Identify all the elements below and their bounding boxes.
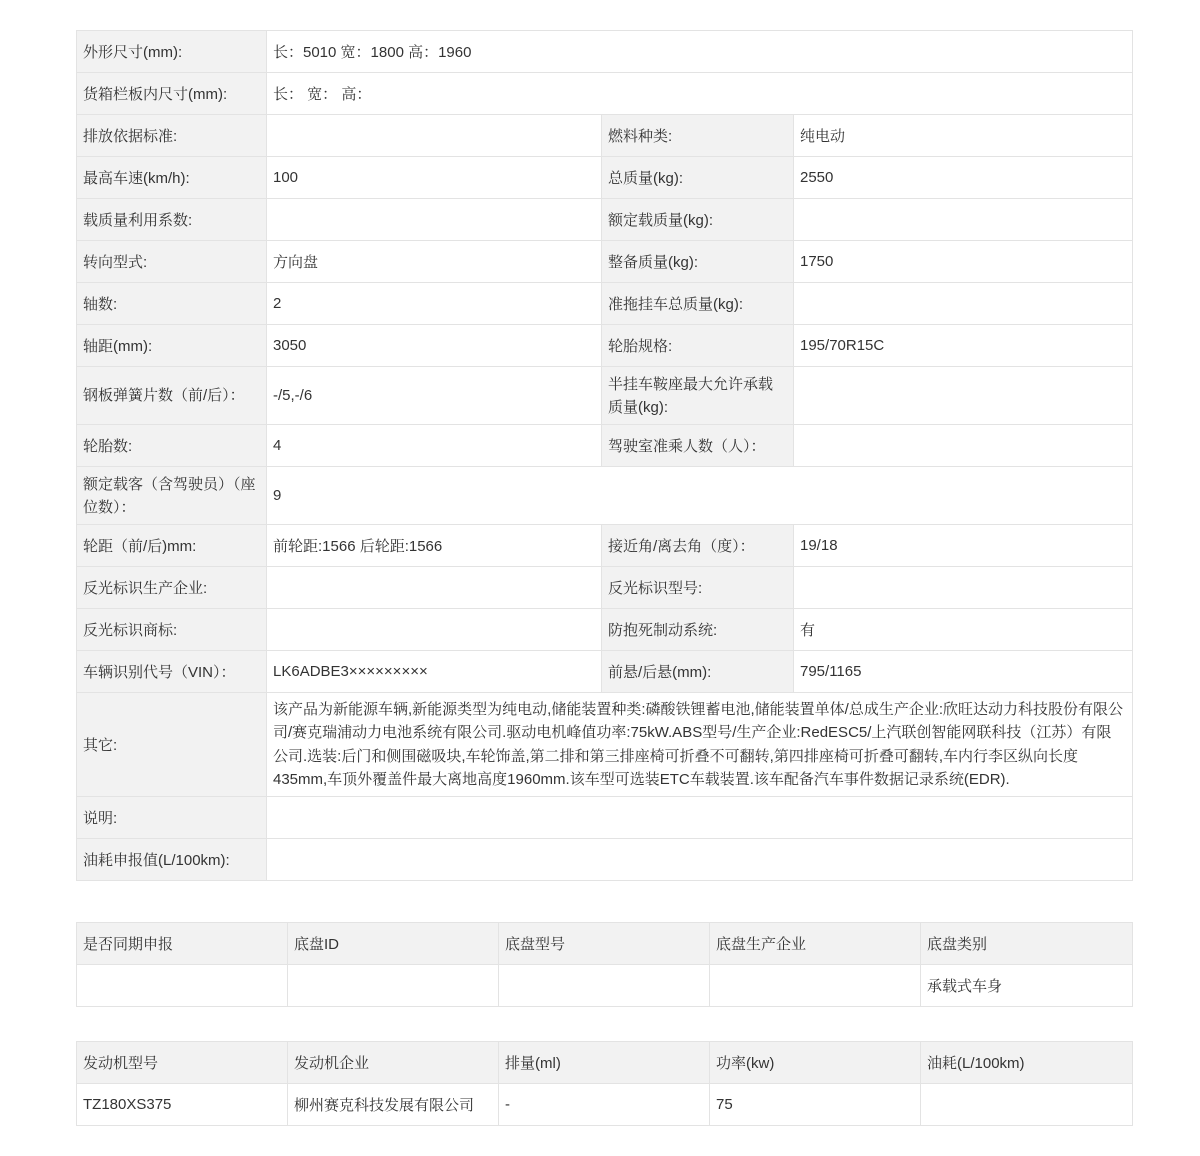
table-cell: [710, 965, 921, 1007]
spec-value: LK6ADBE3×××××××××: [267, 651, 602, 693]
spec-value: -/5,-/6: [267, 367, 602, 425]
table-cell: [77, 965, 288, 1007]
spec-value: [267, 839, 1133, 881]
table-row: [77, 1084, 1133, 1126]
spec-label: 反光标识生产企业:: [77, 567, 267, 609]
spec-label: 货箱栏板内尺寸(mm):: [77, 73, 267, 115]
spec-row-dimensions: [77, 31, 1133, 73]
spec-label: 轴数:: [77, 283, 267, 325]
spec-label: 其它:: [77, 693, 267, 797]
spec-value: [267, 567, 602, 609]
spec-label: 接近角/离去角（度）：: [602, 525, 794, 567]
spec-row: [77, 283, 1133, 325]
spec-value: [267, 797, 1133, 839]
spec-label: 转向型式:: [77, 241, 267, 283]
column-header: 底盘类别: [921, 923, 1133, 965]
spec-label: 排放依据标准:: [77, 115, 267, 157]
column-header: 排量(ml): [499, 1042, 710, 1084]
spec-label: 钢板弹簧片数（前/后）：: [77, 367, 267, 425]
spec-value: [794, 367, 1133, 425]
spec-value: 3050: [267, 325, 602, 367]
spec-value: 纯电动: [794, 115, 1133, 157]
spec-label: 驾驶室准乘人数（人）：: [602, 425, 794, 467]
spec-value: [267, 115, 602, 157]
spec-row: [77, 325, 1133, 367]
spec-value: 100: [267, 157, 602, 199]
spec-row: [77, 199, 1133, 241]
spec-row: [77, 525, 1133, 567]
spec-label: 轮胎数:: [77, 425, 267, 467]
column-header: 发动机企业: [288, 1042, 499, 1084]
spec-label: 前悬/后悬(mm):: [602, 651, 794, 693]
other-description: 该产品为新能源车辆,新能源类型为纯电动,储能装置种类:磷酸铁锂蓄电池,储能装置单体/总成生产企业:欣旺达动力科技股份有限公司/赛克瑞浦动力电池系统有限公司.驱动电机峰值功率:75kW.ABS型号/生产企业:RedESC5/上汽联创智能网联科技（江苏）有限公司.选装:后门和侧围磁吸块,车轮饰盖,第二排和第三排座椅可折叠不可翻转,第四排座椅可折叠可翻转,车内行李区纵向长度435mm,车顶外覆盖件最大离地高度1960mm.该车型可选装ETC车载装置.该车配备汽车事件数据记录系统(EDR).: [267, 693, 1133, 797]
chassis-table: [76, 922, 1133, 1007]
column-header: 底盘型号: [499, 923, 710, 965]
spec-row: [77, 425, 1133, 467]
spec-row: [77, 567, 1133, 609]
spec-label: 轴距(mm):: [77, 325, 267, 367]
chassis-header-row: [77, 923, 1133, 965]
spec-value: [267, 199, 602, 241]
spec-row: [77, 609, 1133, 651]
table-cell: [921, 1084, 1133, 1126]
column-header: 发动机型号: [77, 1042, 288, 1084]
table-row: [77, 965, 1133, 1007]
spec-label: 防抱死制动系统:: [602, 609, 794, 651]
column-header: 功率(kw): [710, 1042, 921, 1084]
spec-label: 轮胎规格:: [602, 325, 794, 367]
column-header: 是否同期申报: [77, 923, 288, 965]
table-cell: 柳州赛克科技发展有限公司: [288, 1084, 499, 1126]
spec-value: 前轮距:1566 后轮距:1566: [267, 525, 602, 567]
spec-label: 反光标识型号:: [602, 567, 794, 609]
spec-label: 外形尺寸(mm):: [77, 31, 267, 73]
spec-value: 1750: [794, 241, 1133, 283]
spec-label: 载质量利用系数:: [77, 199, 267, 241]
spec-row-cargo-box: [77, 73, 1133, 115]
spec-row-note: [77, 797, 1133, 839]
spec-label: 油耗申报值(L/100km):: [77, 839, 267, 881]
table-cell: 承载式车身: [921, 965, 1133, 1007]
spec-value: [794, 283, 1133, 325]
column-header: 底盘生产企业: [710, 923, 921, 965]
table-cell: [288, 965, 499, 1007]
spec-row: [77, 367, 1133, 425]
spec-row: [77, 467, 1133, 525]
spec-row-other: [77, 693, 1133, 797]
spec-value: 方向盘: [267, 241, 602, 283]
spec-label: 总质量(kg):: [602, 157, 794, 199]
spec-value: 长： 宽： 高：: [267, 73, 1133, 115]
spec-value: [794, 567, 1133, 609]
spec-value: 2: [267, 283, 602, 325]
spec-row: [77, 651, 1133, 693]
spec-row-fuel: [77, 839, 1133, 881]
spec-label: 最高车速(km/h):: [77, 157, 267, 199]
spec-label: 整备质量(kg):: [602, 241, 794, 283]
spec-row: [77, 157, 1133, 199]
spec-value: 4: [267, 425, 602, 467]
spec-value: 19/18: [794, 525, 1133, 567]
engine-table: [76, 1041, 1133, 1126]
spec-label: 准拖挂车总质量(kg):: [602, 283, 794, 325]
spec-label: 半挂车鞍座最大允许承载质量(kg):: [602, 367, 794, 425]
spec-label: 反光标识商标:: [77, 609, 267, 651]
vehicle-spec-table: [76, 30, 1133, 881]
spec-row: [77, 241, 1133, 283]
spec-value: 2550: [794, 157, 1133, 199]
spec-value: 长：5010 宽：1800 高：1960: [267, 31, 1133, 73]
column-header: 油耗(L/100km): [921, 1042, 1133, 1084]
spec-value: 有: [794, 609, 1133, 651]
spec-label: 额定载质量(kg):: [602, 199, 794, 241]
table-cell: -: [499, 1084, 710, 1126]
spec-label: 燃料种类:: [602, 115, 794, 157]
spec-label: 车辆识别代号（VIN）：: [77, 651, 267, 693]
spec-label: 说明:: [77, 797, 267, 839]
spec-value: [794, 425, 1133, 467]
column-header: 底盘ID: [288, 923, 499, 965]
table-cell: 75: [710, 1084, 921, 1126]
engine-header-row: [77, 1042, 1133, 1084]
spec-row: [77, 115, 1133, 157]
spec-value: [267, 609, 602, 651]
spec-value: 9: [267, 467, 1133, 525]
spec-value: 795/1165: [794, 651, 1133, 693]
table-cell: TZ180XS375: [77, 1084, 288, 1126]
spec-value: 195/70R15C: [794, 325, 1133, 367]
spec-value: [794, 199, 1133, 241]
spec-label: 轮距（前/后)mm:: [77, 525, 267, 567]
table-cell: [499, 965, 710, 1007]
spec-label: 额定载客（含驾驶员）（座位数）：: [77, 467, 267, 525]
